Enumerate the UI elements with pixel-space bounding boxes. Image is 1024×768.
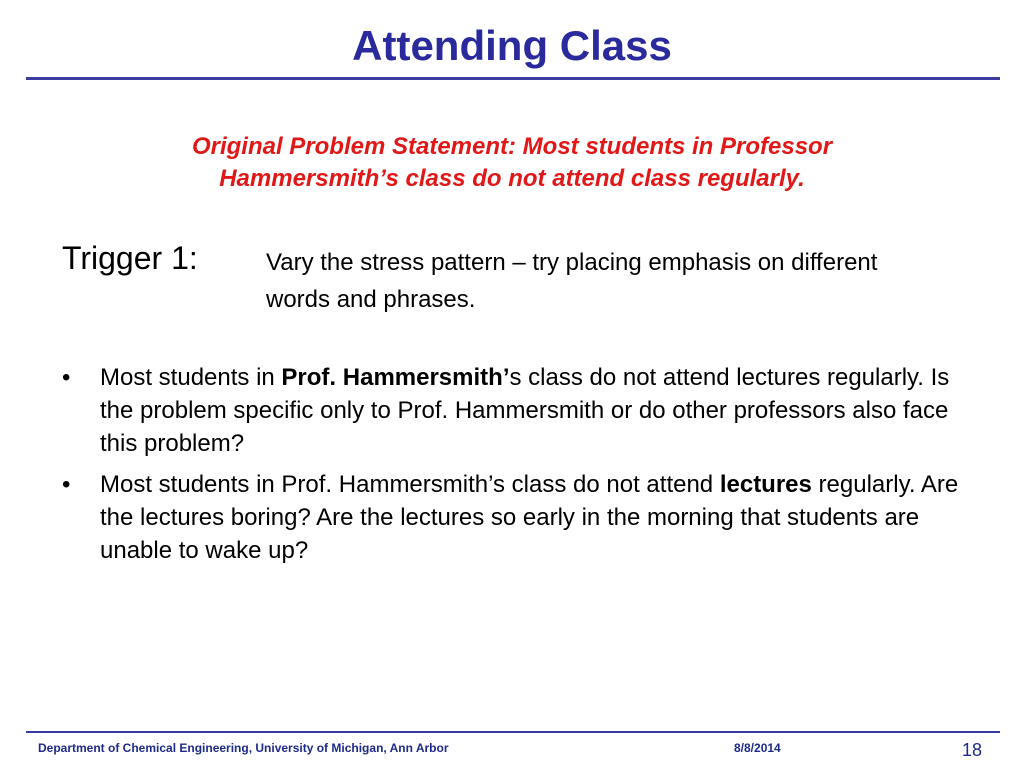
- footer-date: 8/8/2014: [734, 741, 781, 755]
- bullet-emphasis: Prof. Hammersmith’: [281, 364, 510, 391]
- slide-title: Attending Class: [352, 22, 672, 69]
- bullet-item-1: [62, 361, 982, 460]
- footer-divider: [26, 731, 1000, 733]
- bullet-list: [62, 361, 982, 575]
- bullet-text-before: Most students in Prof. Hammersmith’s class do not attend: [100, 471, 720, 498]
- bullet-marker: •: [62, 471, 71, 498]
- problem-statement: [100, 131, 924, 195]
- trigger-label: Trigger 1:: [62, 240, 198, 276]
- bullet-text-before: Most students in: [100, 364, 282, 391]
- footer-department: Department of Chemical Engineering, University of Michigan, Ann Arbor: [38, 741, 449, 755]
- problem-statement-line-1: Original Problem Statement: Most students in Professor: [191, 133, 833, 160]
- problem-statement-line-2: Hammersmith’s class do not attend class regularly.: [219, 165, 805, 192]
- bullet-marker: •: [62, 364, 71, 391]
- page-number: 18: [962, 740, 983, 760]
- title-divider: [26, 77, 1000, 80]
- bullet-emphasis: lectures: [719, 471, 812, 498]
- trigger-text: Vary the stress pattern – try placing emphasis on different words and phrases.: [266, 249, 878, 313]
- bullet-item-2: [62, 468, 982, 567]
- bullet-text-after: s class do not attend lectures regularly. Is the problem specific only to Prof. Hammersmith or do other professors also face this problem?: [100, 364, 950, 457]
- bullet-text-after: regularly. Are the lectures boring? Are the lectures so early in the morning that students are unable to wake up?: [100, 471, 959, 564]
